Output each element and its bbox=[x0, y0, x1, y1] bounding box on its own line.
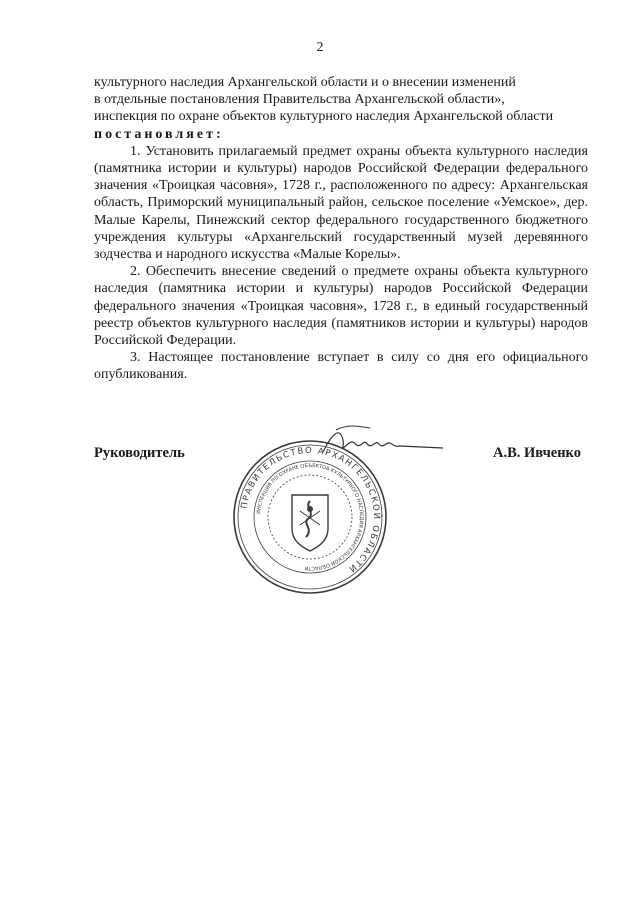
clause-1: 1. Установить прилагаемый предмет охраны объекта культурного наследия (памятника истории и культуры) народов Российской Федерации федерального значения «Троицкая часовня», 1728 г., расположенного по адресу: Архангельская область, Приморский муниципальный район, сельское поселение «Уемское», дер. Малые Карелы, Пинежский сектор федерального государственного бюджетного учреждения культуры «Архангельский государственный музей деревянного зодчества и народного искусства «Малые Корелы». bbox=[94, 143, 588, 263]
clause-2: 2. Обеспечить внесение сведений о предмете охраны объекта культурного наследия (памятника истории и культуры) народов Российской Федерации федерального значения «Троицкая часовня», 1728 г., в единый государственный реестр объектов культурного наследия (памятников истории и культуры) народов Российской Федерации. bbox=[94, 264, 588, 349]
intro-line: культурного наследия Архангельской области и о внесении изменений bbox=[94, 75, 516, 90]
signer-title: Руководитель bbox=[94, 445, 185, 461]
svg-text:ИНСПЕКЦИЯ ПО ОХРАНЕ ОБЪЕКТОВ К: ИНСПЕКЦИЯ ПО ОХРАНЕ ОБЪЕКТОВ КУЛЬТУРНОГО НАСЛЕДИЯ АРХАНГЕЛЬСКОЙ ОБЛАСТИ bbox=[256, 462, 365, 572]
signer-name: А.В. Ивченко bbox=[493, 445, 581, 461]
intro-line: в отдельные постановления Правительства Архангельской области», bbox=[94, 92, 505, 108]
official-seal bbox=[230, 437, 390, 597]
document-body bbox=[94, 74, 588, 384]
page-number: 2 bbox=[316, 40, 324, 55]
resolution-verb: постановляет: bbox=[94, 126, 224, 142]
svg-text:ПРАВИТЕЛЬСТВО АРХАНГЕЛЬСКОЙ ОБ: ПРАВИТЕЛЬСТВО АРХАНГЕЛЬСКОЙ ОБЛАСТИ bbox=[239, 445, 382, 575]
intro-line: инспекция по охране объектов культурного наследия Архангельской области bbox=[94, 109, 554, 125]
clause-3: 3. Настоящее постановление вступает в силу со дня его официального опубликования. bbox=[94, 350, 588, 383]
